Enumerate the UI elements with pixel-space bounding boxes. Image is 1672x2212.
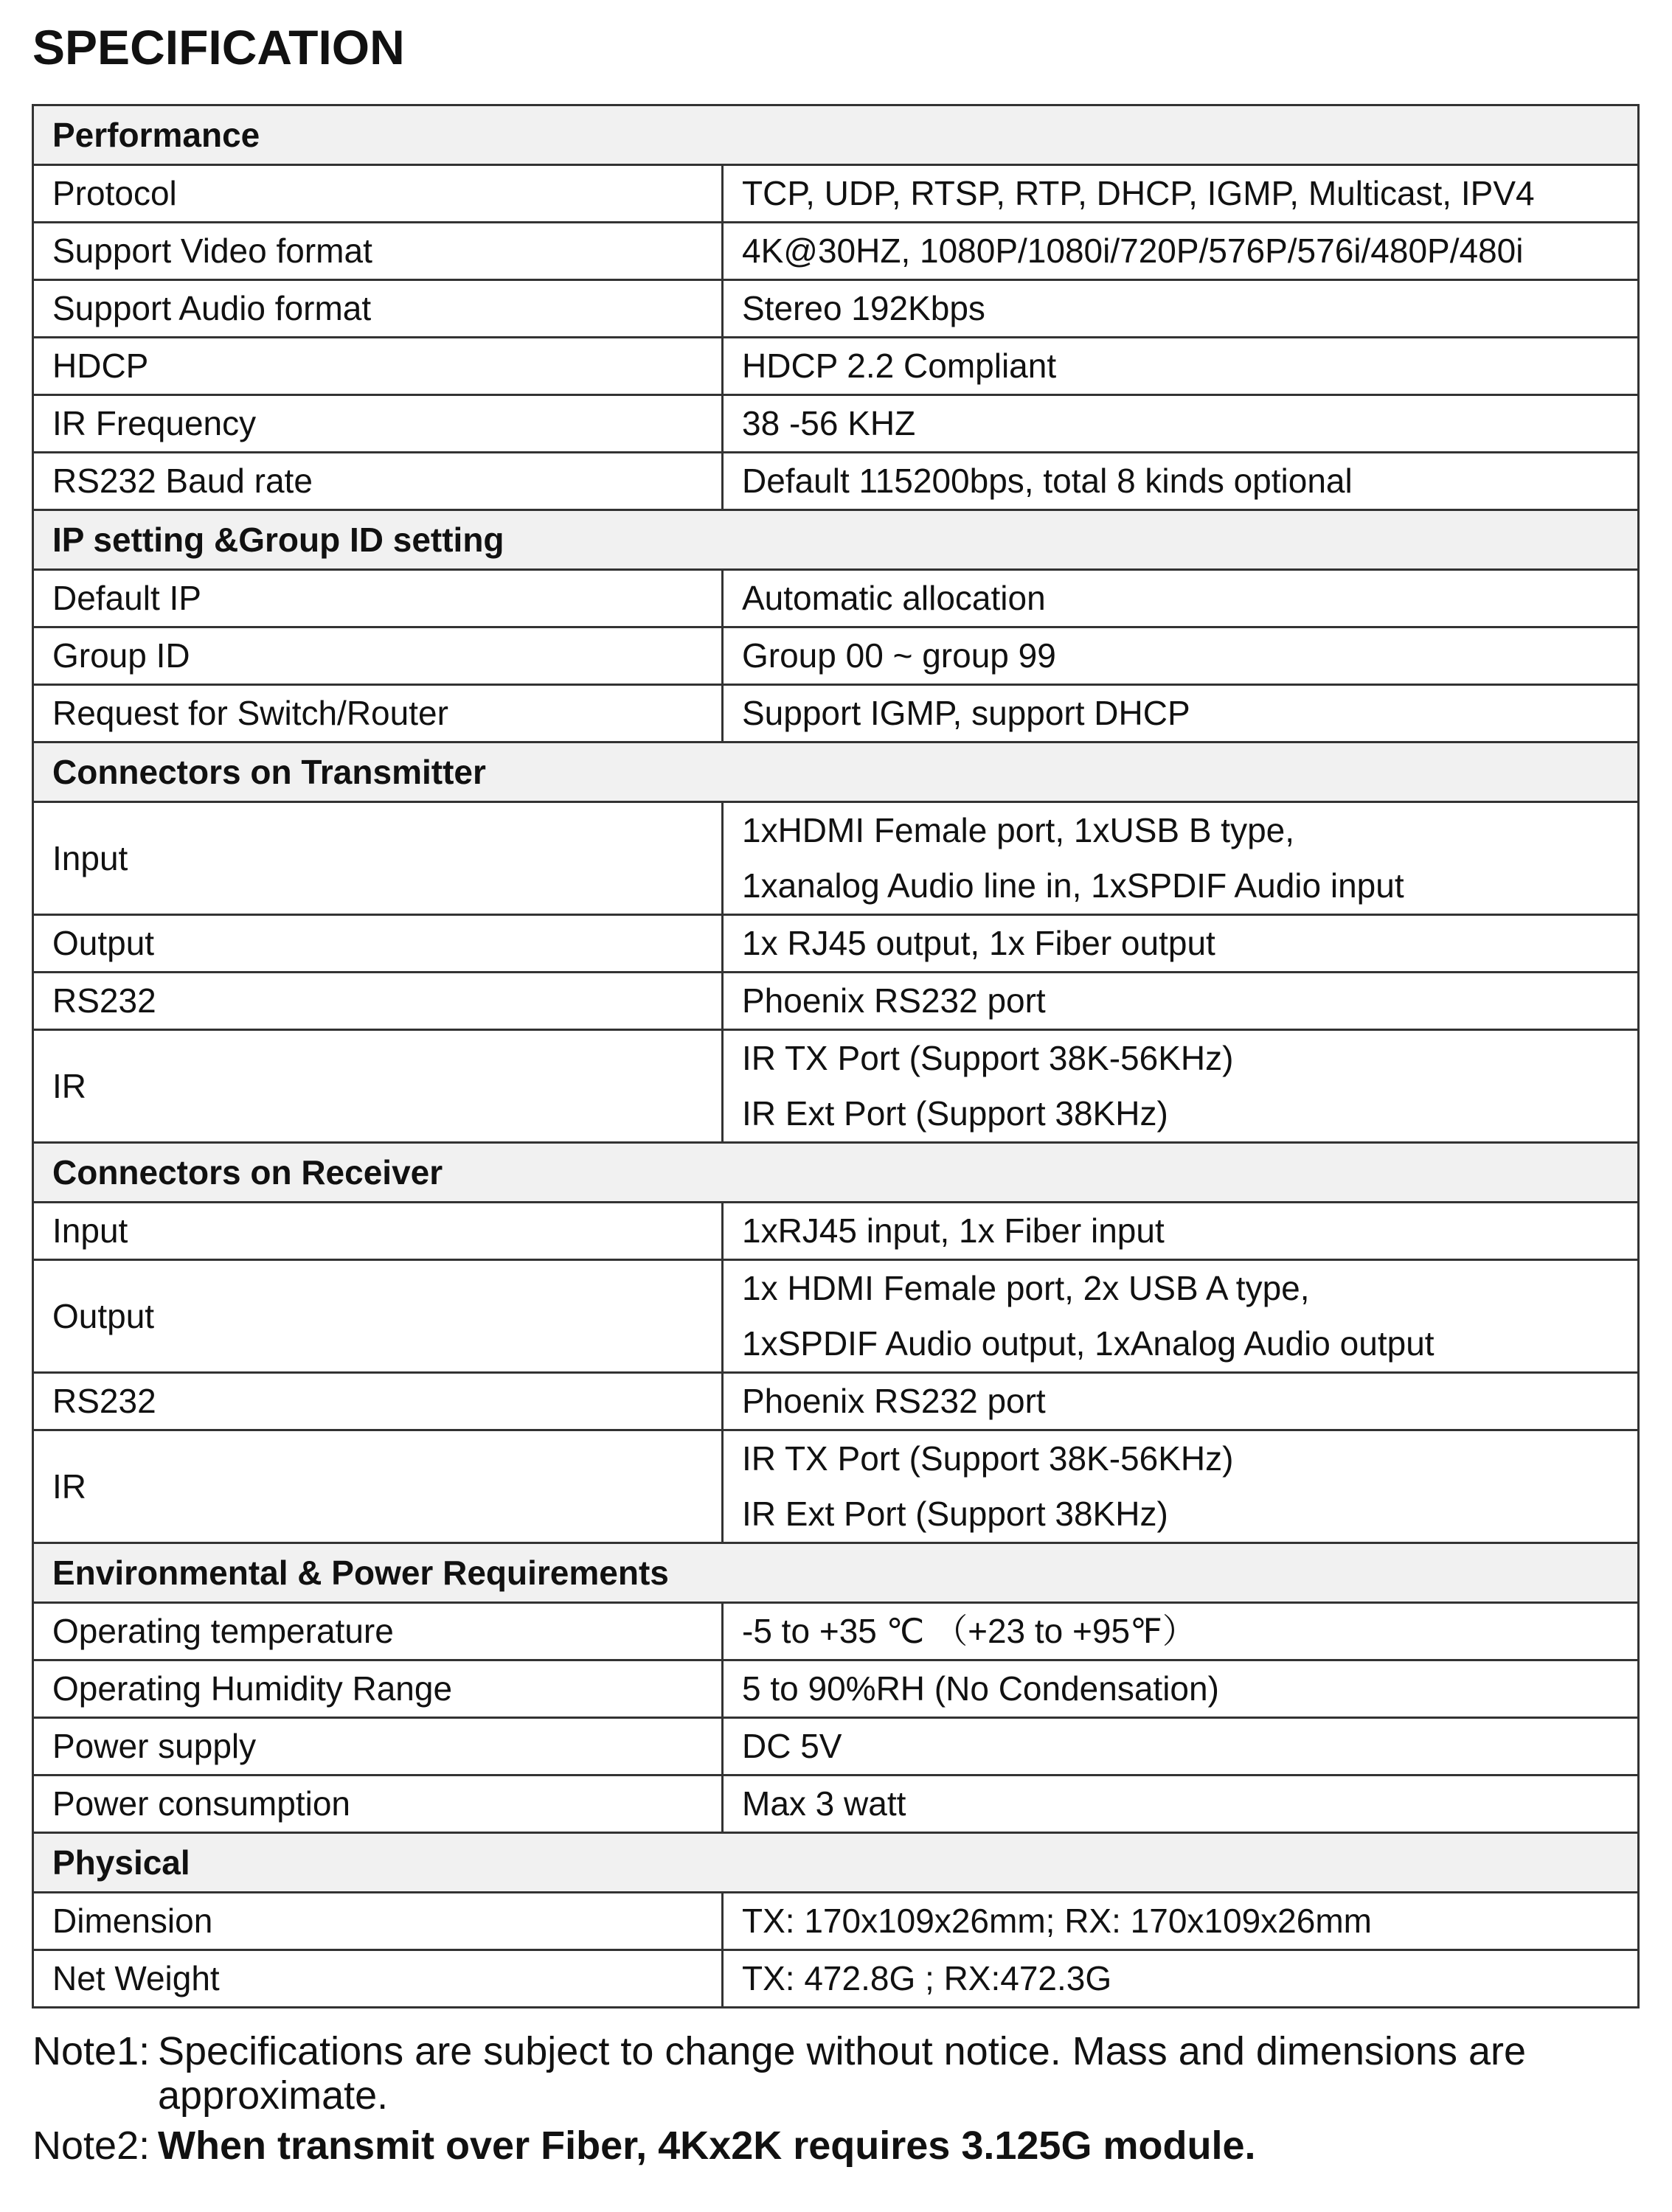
note-text: Specifications are subject to change without notice. Mass and dimensions are approximate. [158,2029,1527,2118]
spec-row [33,1893,1639,1950]
spec-label: Protocol [33,165,723,223]
section-header-row [33,742,1639,802]
spec-value [723,223,1639,280]
spec-row [33,915,1639,973]
spec-value-line: TCP, UDP, RTSP, RTP, DHCP, IGMP, Multicast, IPV4 [742,174,1535,212]
spec-row [33,395,1639,453]
spec-value [723,1775,1639,1833]
spec-row [33,685,1639,742]
spec-label: Operating temperature [33,1603,723,1660]
spec-value [723,1893,1639,1950]
spec-value [723,915,1639,973]
spec-value-line: TX: 170x109x26mm; RX: 170x109x26mm [742,1902,1372,1940]
spec-value-line: 1xanalog Audio line in, 1xSPDIF Audio input [742,866,1404,905]
spec-label: Support Video format [33,223,723,280]
spec-row [33,280,1639,338]
section-header-row [33,105,1639,165]
spec-value-line: 5 to 90%RH (No Condensation) [742,1669,1219,1708]
spec-value [723,1430,1639,1543]
notes [32,2029,1640,2174]
spec-label: Output [33,915,723,973]
spec-value [723,395,1639,453]
spec-value-line: DC 5V [742,1727,842,1765]
spec-value-line: 1xHDMI Female port, 1xUSB B type, [742,811,1295,849]
section-heading: Connectors on Transmitter [33,742,1639,802]
spec-row [33,1030,1639,1143]
spec-value [723,280,1639,338]
spec-value-line: 1x RJ45 output, 1x Fiber output [742,924,1215,962]
spec-row [33,1775,1639,1833]
spec-label: HDCP [33,338,723,395]
spec-value [723,1373,1639,1430]
section-heading: Physical [33,1833,1639,1893]
spec-label: Default IP [33,570,723,627]
spec-label: Power consumption [33,1775,723,1833]
spec-row [33,1950,1639,2008]
note [32,2029,1640,2118]
spec-row [33,165,1639,223]
spec-value-line: 1x HDMI Female port, 2x USB A type, [742,1269,1310,1307]
spec-label: Support Audio format [33,280,723,338]
spec-value-line: Max 3 watt [742,1784,906,1823]
spec-value-line: Default 115200bps, total 8 kinds optional [742,462,1353,500]
spec-value-line: 4K@30HZ, 1080P/1080i/720P/576P/576i/480P/480i [742,232,1524,270]
spec-value-line: Phoenix RS232 port [742,981,1046,1020]
note-label: Note1: [32,2029,150,2073]
spec-row [33,802,1639,915]
spec-value-line: IR TX Port (Support 38K-56KHz) [742,1039,1234,1077]
spec-value [723,165,1639,223]
spec-row [33,570,1639,627]
spec-label: Request for Switch/Router [33,685,723,742]
spec-value [723,570,1639,627]
spec-label: IR [33,1430,723,1543]
spec-value [723,338,1639,395]
section-header-row [33,1543,1639,1603]
spec-row [33,1430,1639,1543]
spec-label: Net Weight [33,1950,723,2008]
spec-value [723,1603,1639,1660]
spec-value-line: IR TX Port (Support 38K-56KHz) [742,1439,1234,1478]
spec-value-line: 38 -56 KHZ [742,404,916,442]
spec-value [723,685,1639,742]
spec-row [33,338,1639,395]
spec-label: RS232 Baud rate [33,453,723,510]
section-heading: Connectors on Receiver [33,1143,1639,1203]
spec-value-line: Automatic allocation [742,579,1046,617]
section-heading: Environmental & Power Requirements [33,1543,1639,1603]
spec-value [723,973,1639,1030]
spec-label: Power supply [33,1718,723,1775]
spec-label: IR [33,1030,723,1143]
spec-row [33,1718,1639,1775]
spec-value-line: Support IGMP, support DHCP [742,694,1190,732]
note [32,2124,1640,2168]
spec-label: Operating Humidity Range [33,1660,723,1718]
spec-value [723,627,1639,685]
spec-value [723,453,1639,510]
section-header-row [33,1833,1639,1893]
spec-label: RS232 [33,973,723,1030]
spec-label: Input [33,1203,723,1260]
spec-value [723,1660,1639,1718]
section-heading: Performance [33,105,1639,165]
spec-value [723,1260,1639,1373]
spec-row [33,1260,1639,1373]
spec-label: RS232 [33,1373,723,1430]
spec-value-line: Stereo 192Kbps [742,289,985,327]
spec-value [723,802,1639,915]
spec-value-line: IR Ext Port (Support 38KHz) [742,1094,1168,1133]
spec-row [33,973,1639,1030]
spec-value-line: TX: 472.8G ; RX:472.3G [742,1959,1112,1997]
spec-label: Input [33,802,723,915]
spec-value [723,1950,1639,2008]
spec-value-line: IR Ext Port (Support 38KHz) [742,1495,1168,1533]
spec-value-line: 1xRJ45 input, 1x Fiber input [742,1211,1165,1250]
spec-value-line: HDCP 2.2 Compliant [742,347,1057,385]
spec-value [723,1203,1639,1260]
spec-value-line: -5 to +35 ℃ （+23 to +95℉） [742,1612,1196,1650]
spec-label: Output [33,1260,723,1373]
section-header-row [33,510,1639,570]
spec-label: Group ID [33,627,723,685]
page-title: SPECIFICATION [32,20,405,74]
note-label: Note2: [32,2124,150,2168]
spec-row [33,1203,1639,1260]
spec-label: Dimension [33,1893,723,1950]
note-text: When transmit over Fiber, 4Kx2K requires 3.125G module. [158,2124,1256,2168]
spec-row [33,1373,1639,1430]
spec-value-line: Group 00 ~ group 99 [742,636,1056,675]
spec-row [33,1603,1639,1660]
section-header-row [33,1143,1639,1203]
spec-row [33,1660,1639,1718]
spec-row [33,627,1639,685]
spec-row [33,453,1639,510]
spec-row [33,223,1639,280]
spec-label: IR Frequency [33,395,723,453]
spec-value [723,1718,1639,1775]
spec-value [723,1030,1639,1143]
spec-value-line: 1xSPDIF Audio output, 1xAnalog Audio output [742,1324,1435,1363]
spec-value-line: Phoenix RS232 port [742,1382,1046,1420]
specification-table [32,104,1640,2008]
section-heading: IP setting &Group ID setting [33,510,1639,570]
